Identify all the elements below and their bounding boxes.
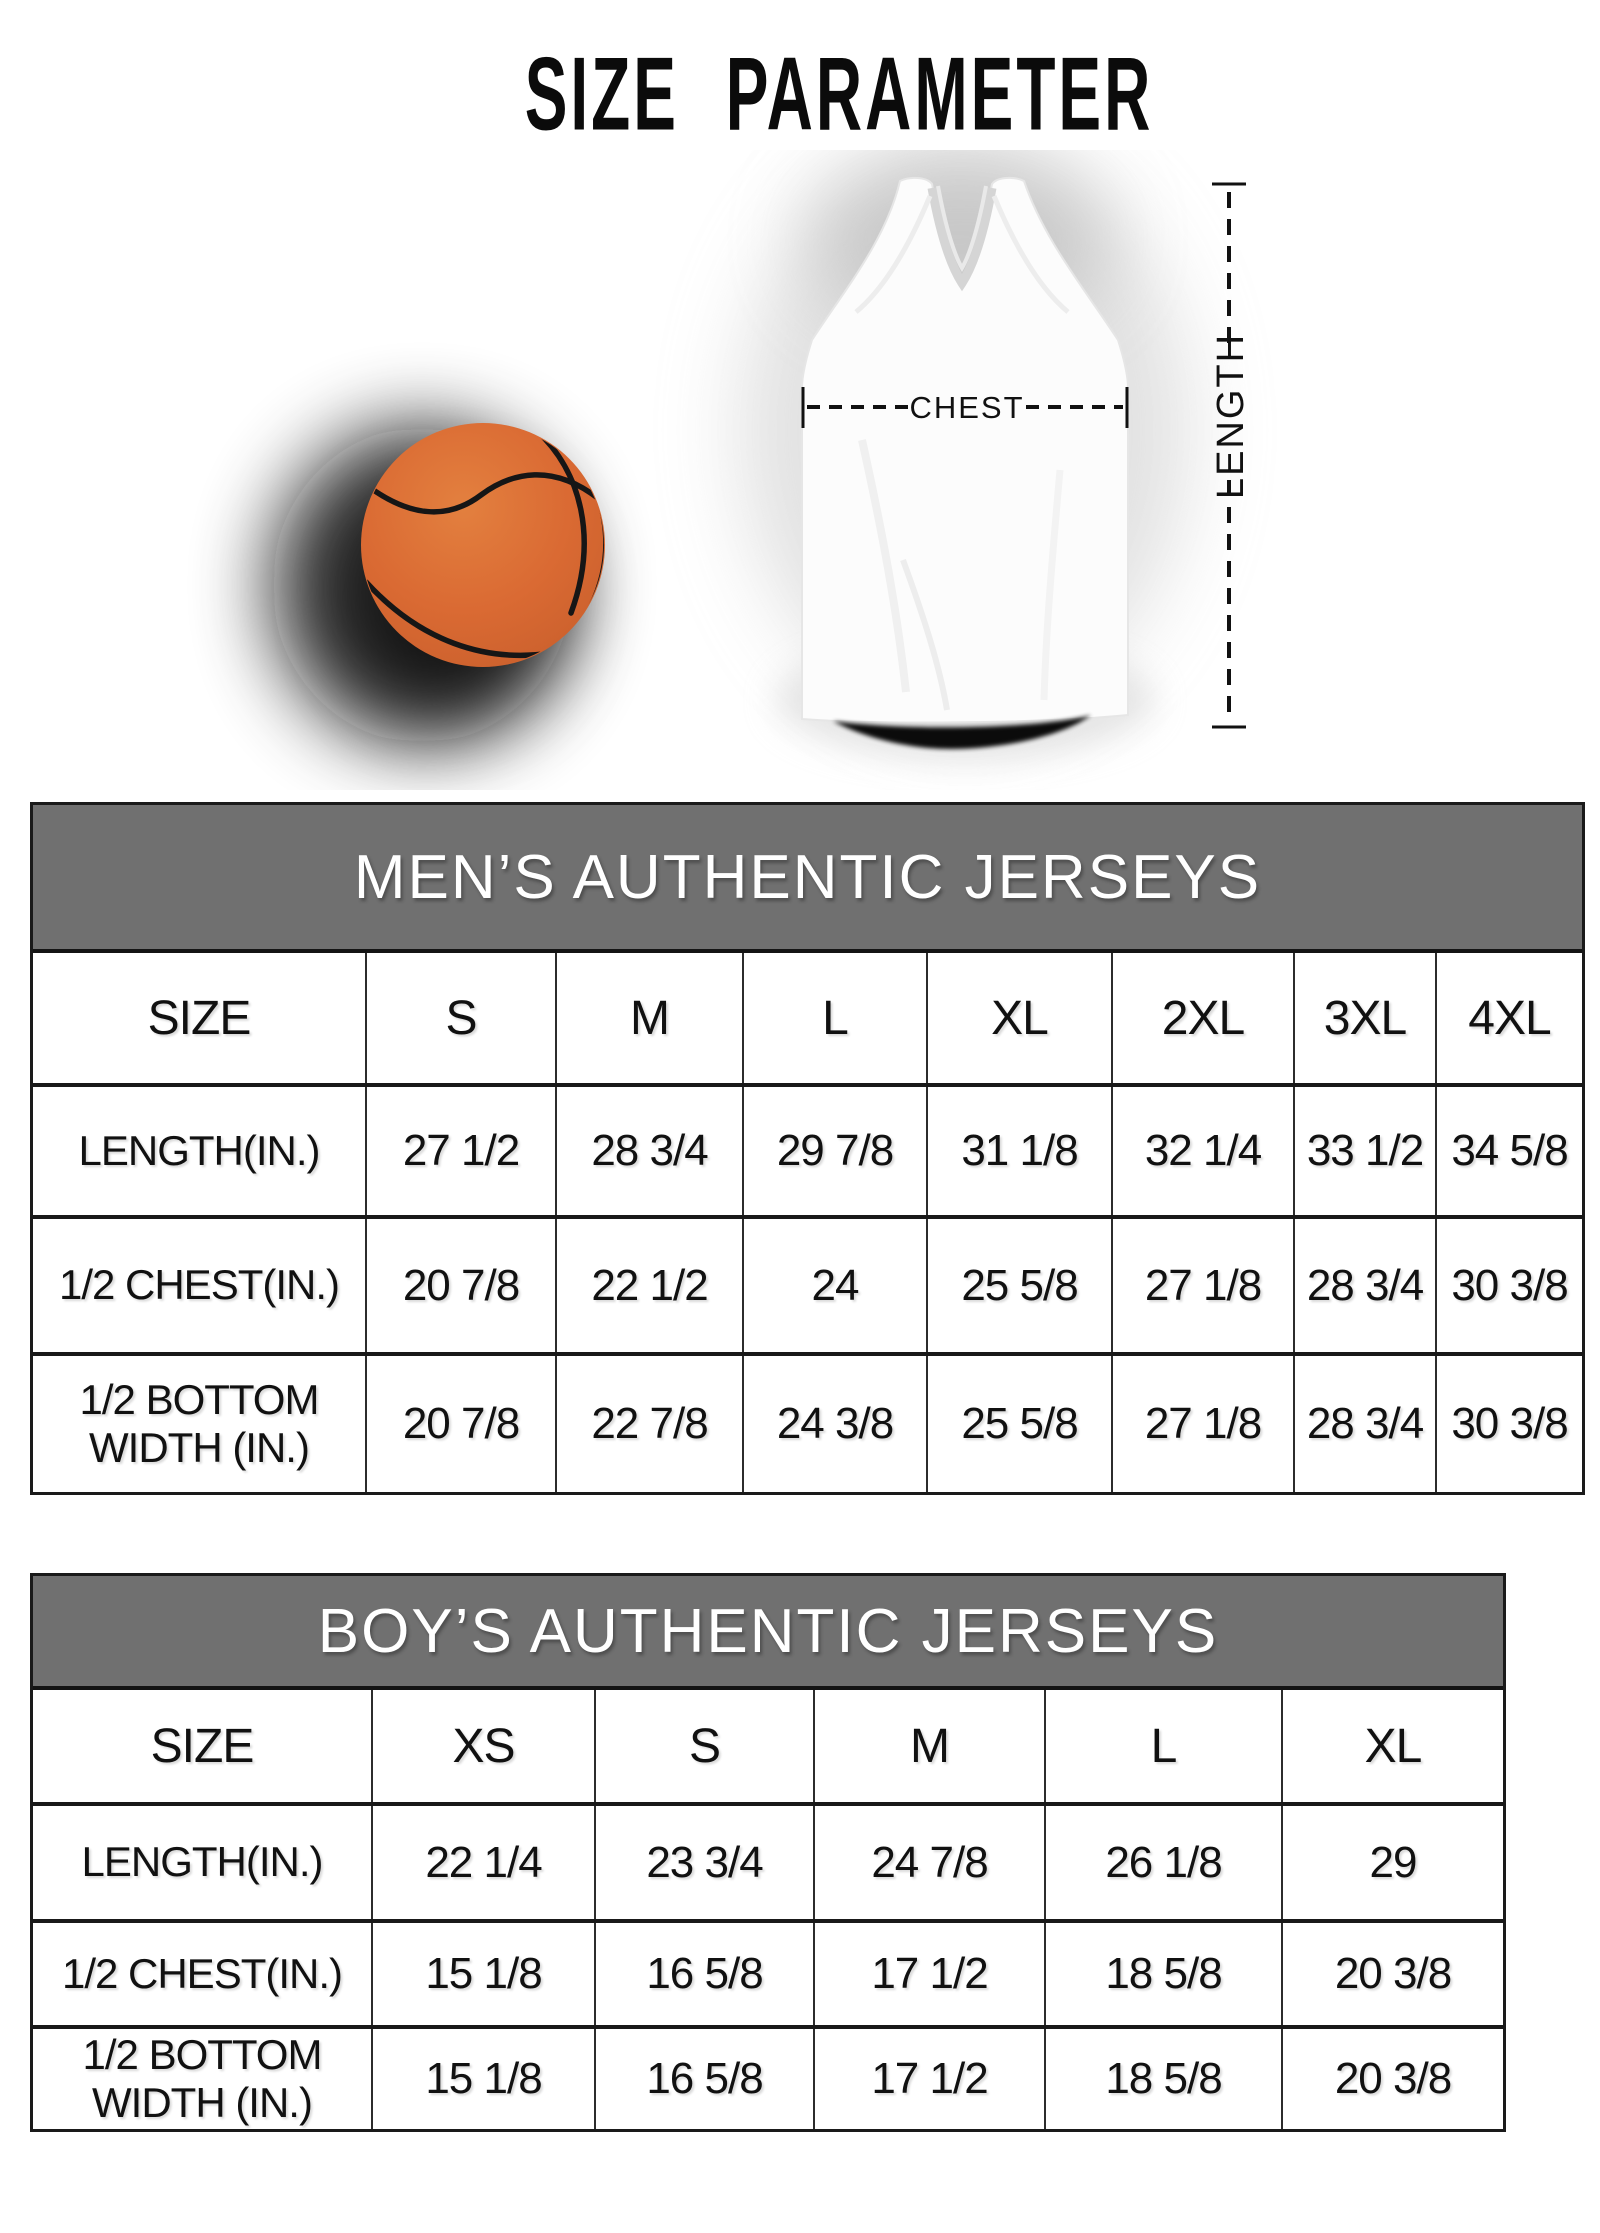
header-cell: M xyxy=(556,953,743,1085)
header-cell: 3XL xyxy=(1294,953,1436,1085)
table-row xyxy=(33,1354,1582,1492)
page-title: SIZE PARAMETER xyxy=(524,35,1154,153)
value-cell: 20 7/8 xyxy=(366,1354,556,1492)
header-cell: 4XL xyxy=(1436,953,1582,1085)
header-cell: SIZE xyxy=(33,953,366,1085)
value-cell: 22 1/4 xyxy=(372,1804,595,1921)
value-cell: 27 1/2 xyxy=(366,1085,556,1217)
table-header-row xyxy=(33,1690,1503,1804)
header-cell: 2XL xyxy=(1112,953,1294,1085)
page-title-wrap xyxy=(0,34,1600,153)
value-cell: 20 3/8 xyxy=(1282,2027,1503,2129)
value-cell: 27 1/8 xyxy=(1112,1217,1294,1354)
value-cell: 23 3/4 xyxy=(595,1804,814,1921)
header-cell: S xyxy=(366,953,556,1085)
value-cell: 26 1/8 xyxy=(1045,1804,1282,1921)
boys-table xyxy=(33,1690,1503,2129)
value-cell: 25 5/8 xyxy=(927,1217,1112,1354)
boys-table-band xyxy=(33,1576,1503,1690)
value-cell: 15 1/8 xyxy=(372,1921,595,2027)
value-cell: 24 7/8 xyxy=(814,1804,1045,1921)
value-cell: 28 3/4 xyxy=(1294,1354,1436,1492)
value-cell: 24 3/8 xyxy=(743,1354,927,1492)
table-row xyxy=(33,1804,1503,1921)
mens-table-title: MEN’S AUTHENTIC JERSEYS xyxy=(353,842,1262,912)
mens-table-band xyxy=(33,805,1582,953)
table-row xyxy=(33,2027,1503,2129)
header-cell: L xyxy=(1045,1690,1282,1804)
table-row xyxy=(33,1085,1582,1217)
header-cell: SIZE xyxy=(33,1690,372,1804)
value-cell: 32 1/4 xyxy=(1112,1085,1294,1217)
value-cell: 16 5/8 xyxy=(595,1921,814,2027)
value-cell: 22 7/8 xyxy=(556,1354,743,1492)
header-cell: S xyxy=(595,1690,814,1804)
row-label-cell: LENGTH(IN.) xyxy=(33,1085,366,1217)
mens-size-table xyxy=(30,802,1585,1495)
value-cell: 17 1/2 xyxy=(814,1921,1045,2027)
value-cell: 15 1/8 xyxy=(372,2027,595,2129)
header-cell: M xyxy=(814,1690,1045,1804)
value-cell: 20 3/8 xyxy=(1282,1921,1503,2027)
value-cell: 33 1/2 xyxy=(1294,1085,1436,1217)
boys-size-table xyxy=(30,1573,1506,2132)
row-label-cell: 1/2 BOTTOM WIDTH (IN.) xyxy=(33,2027,372,2129)
row-label-cell: 1/2 CHEST(IN.) xyxy=(33,1217,366,1354)
value-cell: 29 xyxy=(1282,1804,1503,1921)
value-cell: 17 1/2 xyxy=(814,2027,1045,2129)
value-cell: 20 7/8 xyxy=(366,1217,556,1354)
chest-label: CHEST xyxy=(909,390,1025,425)
value-cell: 34 5/8 xyxy=(1436,1085,1582,1217)
row-label-cell: 1/2 BOTTOM WIDTH (IN.) xyxy=(33,1354,366,1492)
value-cell: 18 5/8 xyxy=(1045,1921,1282,2027)
value-cell: 30 3/8 xyxy=(1436,1354,1582,1492)
value-cell: 27 1/8 xyxy=(1112,1354,1294,1492)
value-cell: 28 3/4 xyxy=(1294,1217,1436,1354)
value-cell: 29 7/8 xyxy=(743,1085,927,1217)
header-cell: XL xyxy=(927,953,1112,1085)
table-header-row xyxy=(33,953,1582,1085)
value-cell: 24 xyxy=(743,1217,927,1354)
mens-table xyxy=(33,953,1582,1492)
value-cell: 22 1/2 xyxy=(556,1217,743,1354)
header-cell: XS xyxy=(372,1690,595,1804)
table-row xyxy=(33,1921,1503,2027)
row-label-cell: LENGTH(IN.) xyxy=(33,1804,372,1921)
boys-table-title: BOY’S AUTHENTIC JERSEYS xyxy=(317,1596,1219,1666)
value-cell: 25 5/8 xyxy=(927,1354,1112,1492)
row-label-cell: 1/2 CHEST(IN.) xyxy=(33,1921,372,2027)
value-cell: 16 5/8 xyxy=(595,2027,814,2129)
size-diagram xyxy=(0,150,1600,790)
value-cell: 28 3/4 xyxy=(556,1085,743,1217)
length-label: LENGTH xyxy=(1210,332,1252,500)
header-cell: XL xyxy=(1282,1690,1503,1804)
value-cell: 18 5/8 xyxy=(1045,2027,1282,2129)
header-cell: L xyxy=(743,953,927,1085)
basketball-icon xyxy=(361,423,606,667)
table-row xyxy=(33,1217,1582,1354)
value-cell: 31 1/8 xyxy=(927,1085,1112,1217)
value-cell: 30 3/8 xyxy=(1436,1217,1582,1354)
